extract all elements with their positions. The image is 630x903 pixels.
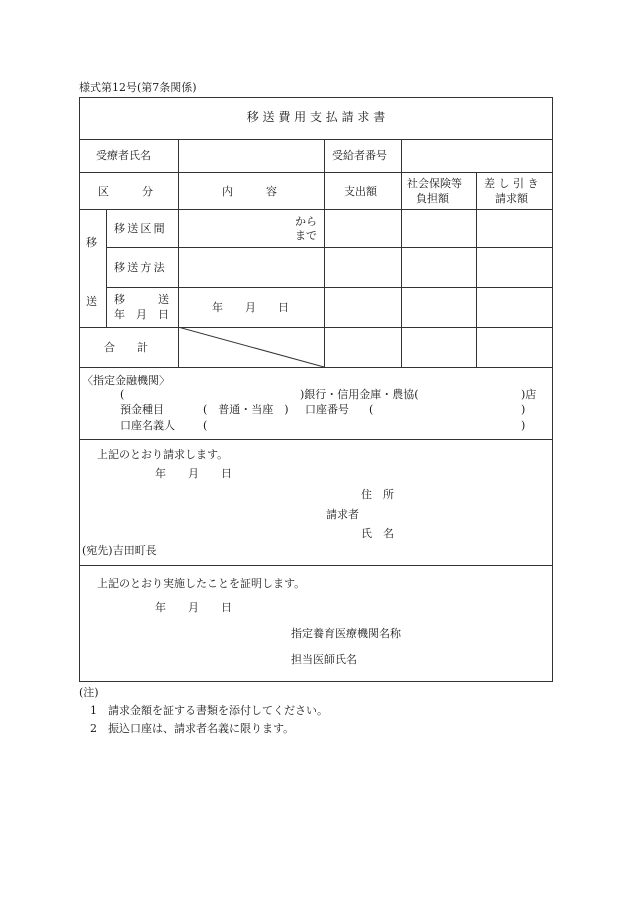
name-col-divider-3 [401,139,402,172]
account-number-close: ) [521,403,526,416]
content-header: 内 容 [222,185,277,198]
address-label: 住 所 [361,488,394,501]
certification-date: 年 月 日 [155,601,232,614]
note-item-1-number: 1 [90,704,97,717]
bank-heading: 〈指定金融機関〉 [82,374,170,387]
note-item-2-number: 2 [90,722,97,735]
bank-institution-types: )銀行・信用金庫・農協( [300,388,419,401]
patient-name-label: 受療者氏名 [96,149,151,162]
deposit-type-value: ( 普通・当座 ) [203,403,289,416]
transport-group-char-2: 送 [86,295,97,308]
bank-name-open: ( [120,388,125,401]
transport-group-char-1: 移 [86,236,97,249]
doctor-name-label: 担当医師氏名 [291,653,357,666]
account-holder-label: 口座名義人 [120,419,175,432]
notes-heading: (注) [79,686,99,699]
category-header: 区 分 [98,185,153,198]
section-label: 移送区間 [114,222,167,235]
insurance-col-divider [476,172,477,367]
name-col-divider [178,139,179,172]
addressee: (宛先)吉田町長 [82,544,157,557]
title-divider [79,139,553,140]
note-item-2-text: 振込口座は、請求者名義に限ります。 [108,722,295,735]
method-label: 移送方法 [114,261,167,274]
note-item-1-text: 請求金額を証する書類を添付してください。 [108,704,328,717]
insurance-header-line1: 社会保険等 [407,177,462,190]
account-number-label: 口座番号 [305,403,349,416]
account-holder-close: ) [521,419,526,432]
deduction-header-line2: 請求額 [495,192,528,205]
from-label: から [295,215,317,228]
total-label: 合 計 [104,341,148,354]
deduction-header-line1: 差 し 引 き [484,177,539,190]
name-col-divider-2 [324,139,325,172]
group-col-divider [106,209,107,327]
total-row-divider [79,367,553,368]
form-number: 様式第12号(第7条関係) [79,81,197,94]
account-number-open: ( [369,403,374,416]
section-row-divider [106,247,553,248]
method-row-divider [106,287,553,288]
request-date: 年 月 日 [155,467,232,480]
name-label: 氏 名 [361,527,394,540]
date-label-line1: 移 送 [114,293,169,306]
form-title: 移 送 費 用 支 払 請 求 書 [246,110,386,124]
request-statement: 上記のとおり請求します。 [97,448,229,461]
payment-col-divider [401,172,402,367]
payment-header: 支出額 [344,185,377,198]
request-section-divider [79,565,553,566]
deposit-type-label: 預金種目 [120,403,164,416]
bank-branch-suffix: )店 [521,388,537,401]
total-diagonal-line [178,327,325,367]
certification-statement: 上記のとおり実施したことを証明します。 [97,577,306,590]
medical-institution-label: 指定養育医療機関名称 [291,627,401,640]
name-row-divider [79,172,553,173]
transport-date-value: 年 月 日 [212,301,289,314]
recipient-number-label: 受給者番号 [332,149,387,162]
insurance-header-line2: 負担額 [416,192,449,205]
bank-section-divider [79,439,553,440]
requester-label: 請求者 [326,508,359,521]
to-label: まで [295,229,317,242]
header-row-divider [79,209,553,210]
date-label-line2: 年 月 日 [114,308,169,321]
account-holder-open: ( [203,419,208,432]
